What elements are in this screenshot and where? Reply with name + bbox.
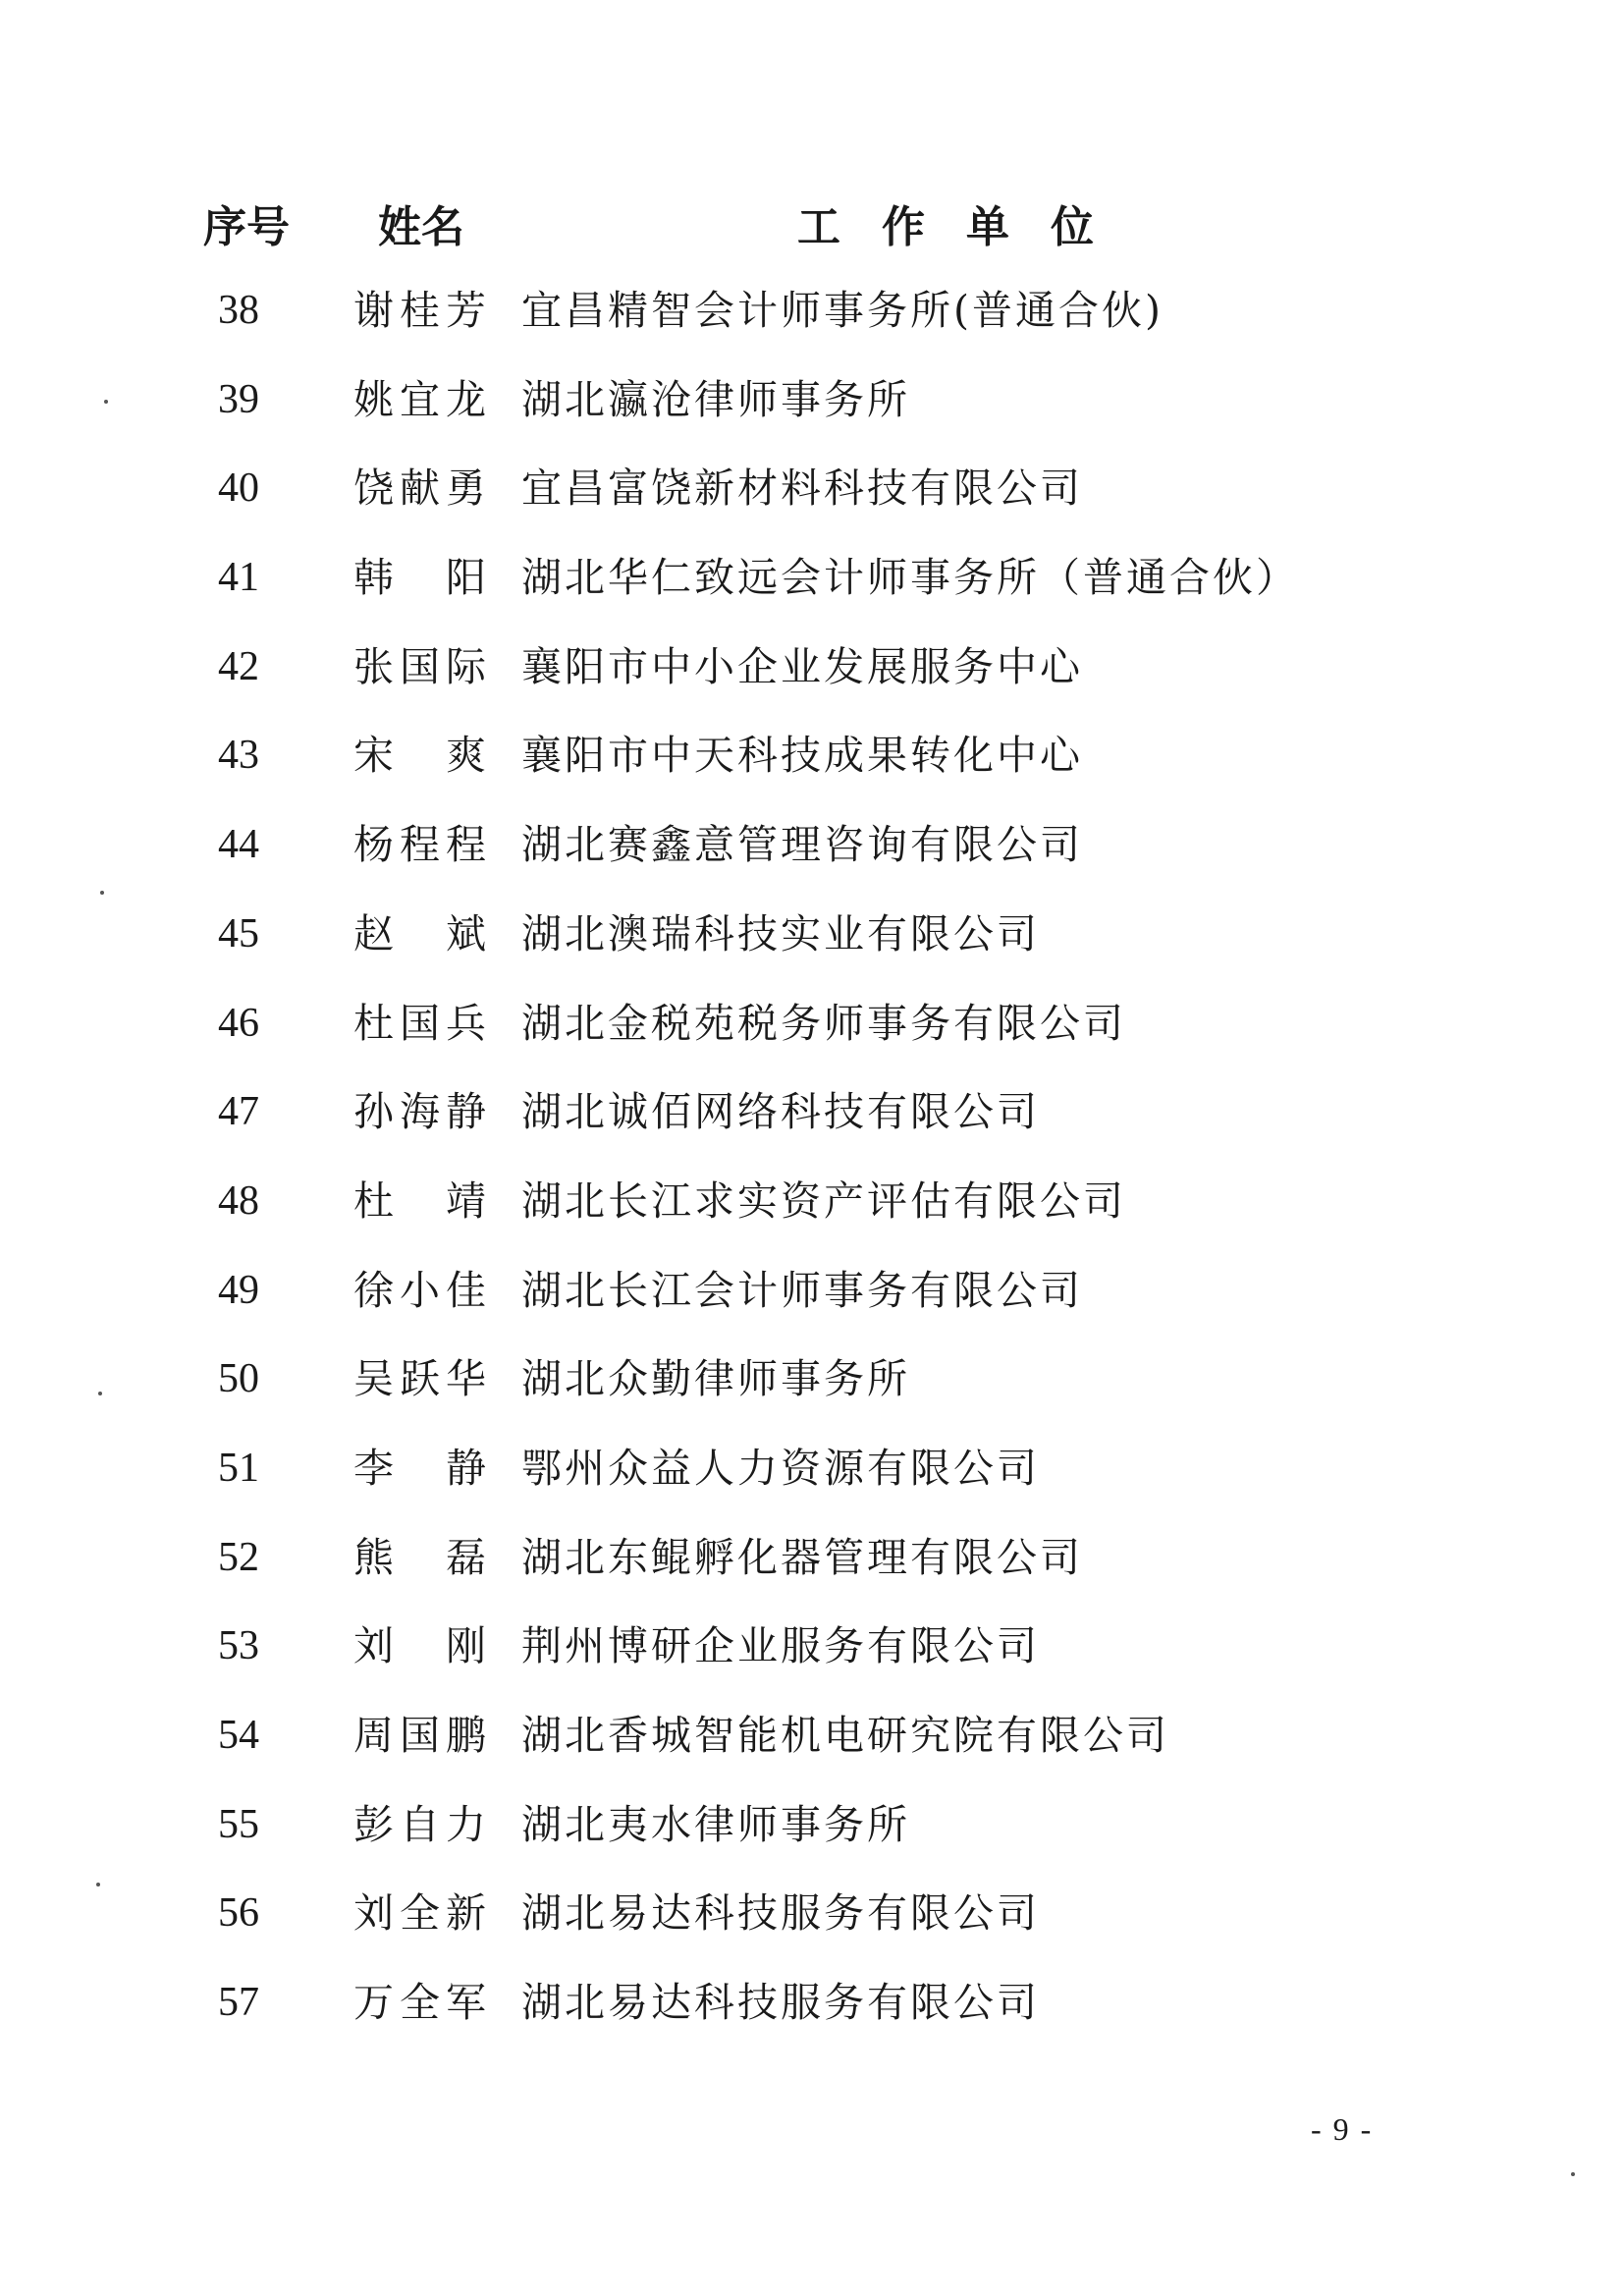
row-name: 谢桂芳 <box>353 287 486 334</box>
row-name: 赵斌 <box>353 909 486 957</box>
row-unit: 湖北易达科技服务有限公司 <box>521 1979 1040 2027</box>
table-header <box>0 196 1624 259</box>
row-name: 彭自力 <box>353 1800 486 1848</box>
name-list <box>0 281 1624 2062</box>
row-seq: 57 <box>218 1980 259 2026</box>
row-unit: 鄂州众益人力资源有限公司 <box>521 1444 1040 1492</box>
row-unit: 湖北众勤律师事务所 <box>521 1355 910 1403</box>
row-seq: 46 <box>218 1000 259 1046</box>
table-row <box>0 1616 1624 1706</box>
table-row <box>0 1349 1624 1439</box>
row-seq: 54 <box>218 1713 259 1758</box>
table-row <box>0 1528 1624 1617</box>
row-seq: 56 <box>218 1890 259 1937</box>
row-seq: 41 <box>218 555 259 601</box>
row-seq: 44 <box>218 822 259 868</box>
table-row <box>0 1439 1624 1528</box>
scan-speck <box>104 400 108 404</box>
table-row <box>0 1706 1624 1795</box>
row-seq: 55 <box>218 1801 259 1847</box>
table-row <box>0 994 1624 1083</box>
row-unit: 湖北诚佰网络科技有限公司 <box>521 1088 1040 1136</box>
row-seq: 38 <box>218 288 259 333</box>
table-row <box>0 548 1624 637</box>
header-unit: 工作单位 <box>797 202 1135 252</box>
row-unit: 湖北长江求实资产评估有限公司 <box>521 1176 1126 1225</box>
row-unit: 湖北东鲲孵化器管理有限公司 <box>521 1533 1083 1581</box>
row-seq: 53 <box>218 1623 259 1669</box>
row-seq: 52 <box>218 1534 259 1580</box>
scan-speck <box>98 1392 102 1395</box>
row-unit: 湖北赛鑫意管理咨询有限公司 <box>521 821 1083 869</box>
row-name: 姚宜龙 <box>353 375 486 423</box>
row-seq: 39 <box>218 376 259 422</box>
page-number: - 9 - <box>1311 2111 1374 2147</box>
row-name: 熊磊 <box>353 1533 486 1581</box>
row-unit: 湖北澳瑞科技实业有限公司 <box>521 909 1040 957</box>
row-name: 徐小佳 <box>353 1266 486 1314</box>
row-name: 孙海静 <box>353 1088 486 1136</box>
row-seq: 40 <box>218 465 259 512</box>
row-name: 周国鹏 <box>353 1712 486 1759</box>
row-seq: 50 <box>218 1356 259 1402</box>
row-seq: 51 <box>218 1445 259 1491</box>
row-unit: 湖北金税苑税务师事务有限公司 <box>521 999 1126 1047</box>
header-seq: 序号 <box>203 202 290 252</box>
row-name: 李静 <box>353 1444 486 1492</box>
row-name: 刘全新 <box>353 1889 486 1938</box>
row-name: 吴跃华 <box>353 1355 486 1403</box>
scan-speck <box>1571 2172 1575 2176</box>
row-unit: 襄阳市中天科技成果转化中心 <box>521 732 1083 780</box>
table-row <box>0 726 1624 815</box>
scan-speck <box>100 891 104 895</box>
row-unit: 襄阳市中小企业发展服务中心 <box>521 642 1083 690</box>
row-name: 万全军 <box>353 1979 486 2027</box>
row-name: 杜靖 <box>353 1176 486 1225</box>
row-name: 张国际 <box>353 642 486 690</box>
table-row <box>0 281 1624 370</box>
row-unit: 湖北长江会计师事务有限公司 <box>521 1266 1083 1314</box>
row-seq: 42 <box>218 643 259 689</box>
row-name: 饶献勇 <box>353 465 486 513</box>
row-unit: 湖北瀛沧律师事务所 <box>521 375 910 423</box>
row-unit: 荆州博研企业服务有限公司 <box>521 1622 1040 1670</box>
header-name: 姓名 <box>378 202 464 252</box>
row-unit: 宜昌精智会计师事务所(普通合伙) <box>521 287 1164 334</box>
table-row <box>0 1172 1624 1261</box>
scan-speck <box>96 1883 100 1886</box>
row-seq: 43 <box>218 733 259 779</box>
row-name: 韩阳 <box>353 554 486 602</box>
row-seq: 47 <box>218 1089 259 1135</box>
table-row <box>0 1884 1624 1973</box>
table-row <box>0 370 1624 460</box>
row-seq: 45 <box>218 910 259 957</box>
table-row <box>0 1795 1624 1885</box>
row-unit: 宜昌富饶新材料科技有限公司 <box>521 465 1083 513</box>
row-unit: 湖北夷水律师事务所 <box>521 1800 910 1848</box>
row-name: 杨程程 <box>353 821 486 869</box>
row-name: 宋爽 <box>353 732 486 780</box>
row-name: 刘刚 <box>353 1622 486 1670</box>
row-unit: 湖北香城智能机电研究院有限公司 <box>521 1712 1169 1759</box>
table-row <box>0 1973 1624 2062</box>
table-row <box>0 815 1624 904</box>
table-row <box>0 904 1624 994</box>
row-unit: 湖北华仁致远会计师事务所（普通合伙） <box>521 554 1299 602</box>
row-seq: 49 <box>218 1267 259 1313</box>
table-row <box>0 459 1624 548</box>
row-unit: 湖北易达科技服务有限公司 <box>521 1889 1040 1938</box>
row-seq: 48 <box>218 1177 259 1224</box>
table-row <box>0 1082 1624 1172</box>
table-row <box>0 1261 1624 1350</box>
row-name: 杜国兵 <box>353 999 486 1047</box>
table-row <box>0 637 1624 727</box>
